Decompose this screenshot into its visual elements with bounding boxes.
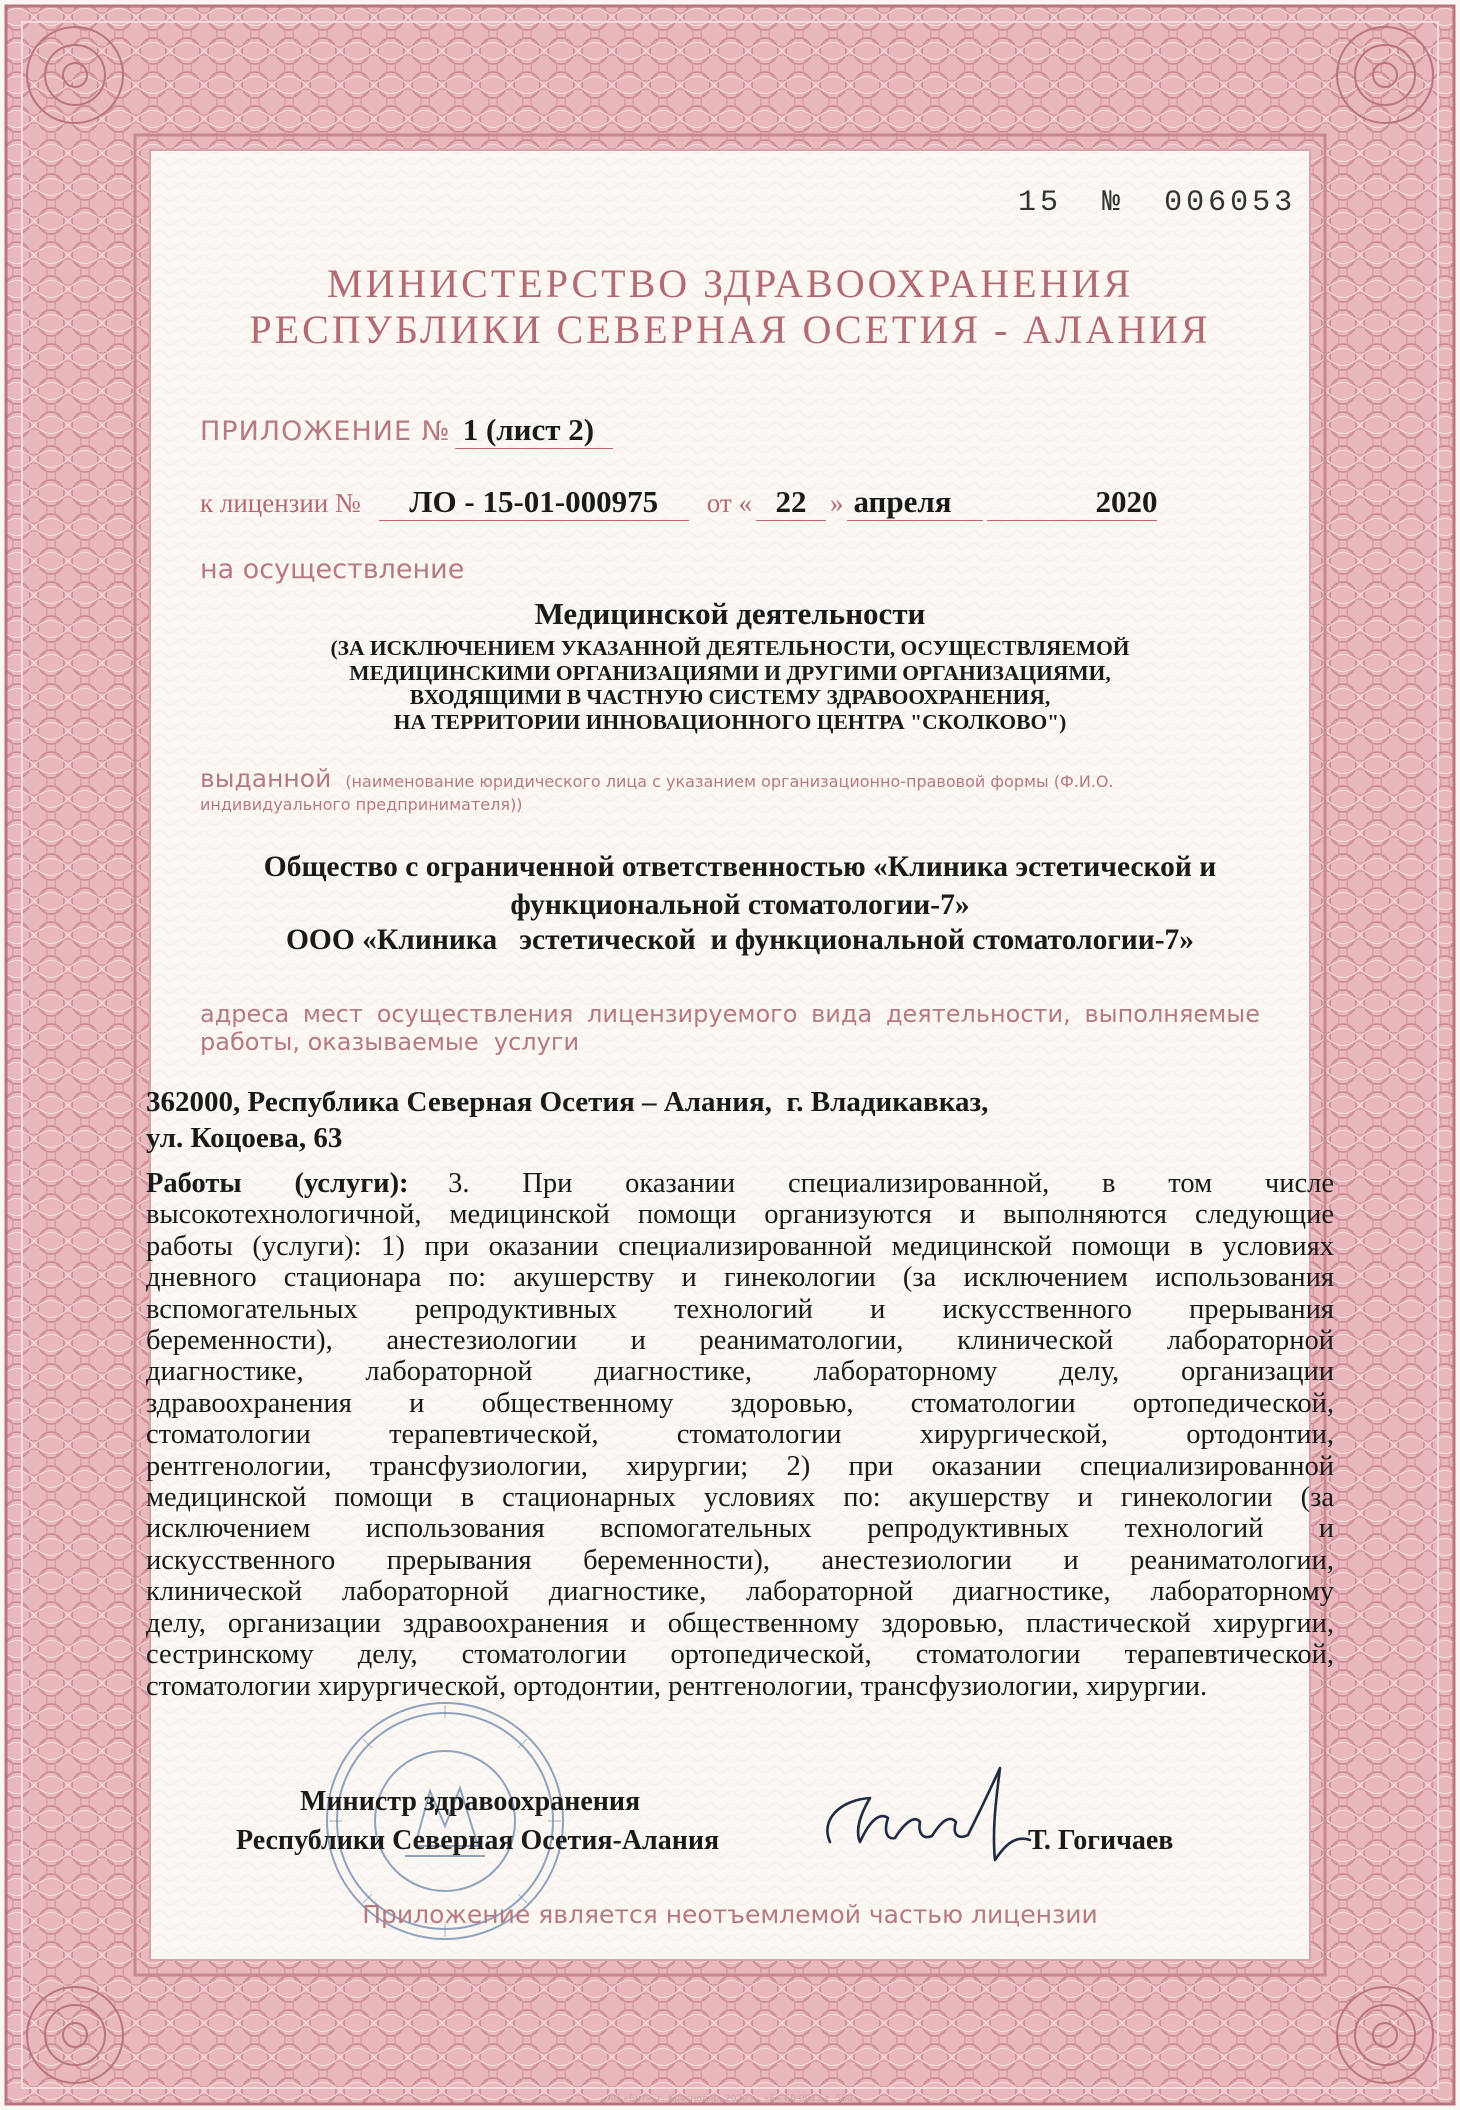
works-line: делу, организации здравоохранения и общественному здоровью, пластической хирургии, <box>146 1607 1334 1639</box>
activity-note-line: НА ТЕРРИТОРИИ ИННОВАЦИОННОГО ЦЕНТРА "СКОЛКОВО") <box>393 709 1067 734</box>
license-number: ЛО - 15-01-000975 <box>379 484 689 521</box>
organization-name-line2: функциональной стоматологии-7» <box>510 889 970 921</box>
issued-row <box>200 764 1265 793</box>
works-line: вспомогательных репродуктивных технологий и искусственного прерывания <box>146 1293 1334 1325</box>
activity-title: Медицинской деятельности <box>534 596 926 631</box>
works-line: стоматологии хирургической, ортодонтии, рентгенологии, трансфузиологии, хирургии. <box>146 1670 1208 1702</box>
works-line: здравоохранения и общественному здоровью, стоматологии ортопедической, <box>146 1387 1334 1419</box>
license-label: к лицензии № <box>200 488 361 518</box>
license-year: 2020 <box>987 484 1157 521</box>
works-line: исключением использования вспомогательных репродуктивных технологий и <box>146 1513 1334 1545</box>
works-line: сестринскому делу, стоматологии ортопедической, стоматологии терапевтической, <box>146 1639 1334 1671</box>
activity-note-line: ВХОДЯЩИМИ В ЧАСТНУЮ СИСТЕМУ ЗДРАВООХРАНЕНИЯ, <box>409 685 1051 709</box>
organization-name-line1: Общество с ограниченной ответственностью «Клиника эстетической и <box>263 851 1217 883</box>
serial-no-sign: № <box>1102 186 1125 220</box>
address-hint-line1: адреса мест осуществления лицензируемого вида деятельности, выполняемые <box>200 1000 1260 1028</box>
organization-name <box>190 848 1290 924</box>
activity-label: на осуществление <box>200 554 465 585</box>
works-line: диагностике, лабораторной диагностике, лабораторному делу, организации <box>146 1356 1334 1388</box>
license-from-label: от « <box>706 488 752 518</box>
works-line: клинической лабораторной диагностике, лабораторной диагностике, лабораторному <box>146 1576 1334 1608</box>
license-month: апреля <box>847 484 983 521</box>
works-lead: Работы (услуги): <box>146 1168 409 1199</box>
activity-note <box>200 636 1260 734</box>
works-line: высокотехнологичной, медицинской помощи организуются и выполняются следующие <box>146 1199 1334 1231</box>
ministry-title-line1: МИНИСТЕРСТВО ЗДРАВООХРАНЕНИЯ <box>326 261 1134 306</box>
signatory-title-line1: Министр здравоохранения <box>300 1786 641 1817</box>
signatory-name: Т. Гогичаев <box>1028 1825 1174 1856</box>
works-line: 3. При оказании специализированной, в том числе <box>448 1168 1334 1199</box>
works-line: рентгенологии, трансфузиологии, хирургии; 2) при оказании специализированной <box>146 1450 1334 1482</box>
address-line2: ул. Коцоева, 63 <box>146 1122 343 1154</box>
address-line1: 362000, Республика Северная Осетия – Алания, г. Владикавказ, <box>146 1086 989 1118</box>
license-row <box>200 484 1260 521</box>
issued-hint-line1: (наименование юридического лица с указанием организационно-правовой формы (Ф.И.О. <box>345 772 1114 791</box>
appendix-row <box>200 412 613 449</box>
serial-value: 006053 <box>1164 186 1297 220</box>
appendix-label: ПРИЛОЖЕНИЕ № <box>200 416 451 447</box>
works-line: беременности), анестезиологии и реаниматологии, клинической лабораторной <box>146 1325 1334 1357</box>
issued-hint-line2: индивидуального предпринимателя)) <box>200 795 523 814</box>
activity-note-line: (ЗА ИСКЛЮЧЕНИЕМ УКАЗАННОЙ ДЕЯТЕЛЬНОСТИ, ОСУЩЕСТВЛЯЕМОЙ <box>330 636 1130 660</box>
works-line: медицинской помощи в стационарных условиях по: акушерству и гинекологии (за <box>146 1482 1334 1514</box>
works-line: искусственного прерывания беременности), анестезиологии и реаниматологии, <box>146 1544 1334 1576</box>
license-day-close: » <box>829 488 844 518</box>
serial-series: 15 <box>1018 186 1063 220</box>
works-line: работы (услуги): 1) при оказании специализированной медицинской помощи в условиях <box>146 1230 1334 1262</box>
footer-note: Приложение является неотъемлемой частью лицензии <box>362 1900 1098 1929</box>
works-line: стоматологии терапевтической, стоматологии хирургической, ортодонтии, <box>146 1419 1334 1451</box>
activity-note-line: МЕДИЦИНСКИМИ ОРГАНИЗАЦИЯМИ И ДРУГИМИ ОРГАНИЗАЦИЯМИ, <box>349 660 1111 685</box>
ministry-title-line2: РЕСПУБЛИКИ СЕВЕРНАЯ ОСЕТИЯ - АЛАНИЯ <box>249 307 1211 352</box>
works-line: дневного стационара по: акушерству и гинекологии (за исключением использования <box>146 1262 1334 1294</box>
signatory-title-line2: Республики Северная Осетия-Алания <box>236 1825 720 1856</box>
address-hint-line2: работы, оказываемые услуги <box>200 1028 580 1056</box>
appendix-value: 1 (лист 2) <box>455 412 613 449</box>
printer-imprint: АО «Бит», г. Краснодар, 2020 г., «Б» 68-0913 т. 500 <box>607 2094 853 2104</box>
issued-label: выданной <box>200 764 332 793</box>
license-day: 22 <box>756 484 826 521</box>
organization-short-name: ООО «Клиника эстетической и функциональной стоматологии-7» <box>285 924 1195 956</box>
works-text <box>146 1168 1334 1702</box>
works-first-line <box>146 1168 1334 1199</box>
serial-number <box>1018 186 1296 220</box>
